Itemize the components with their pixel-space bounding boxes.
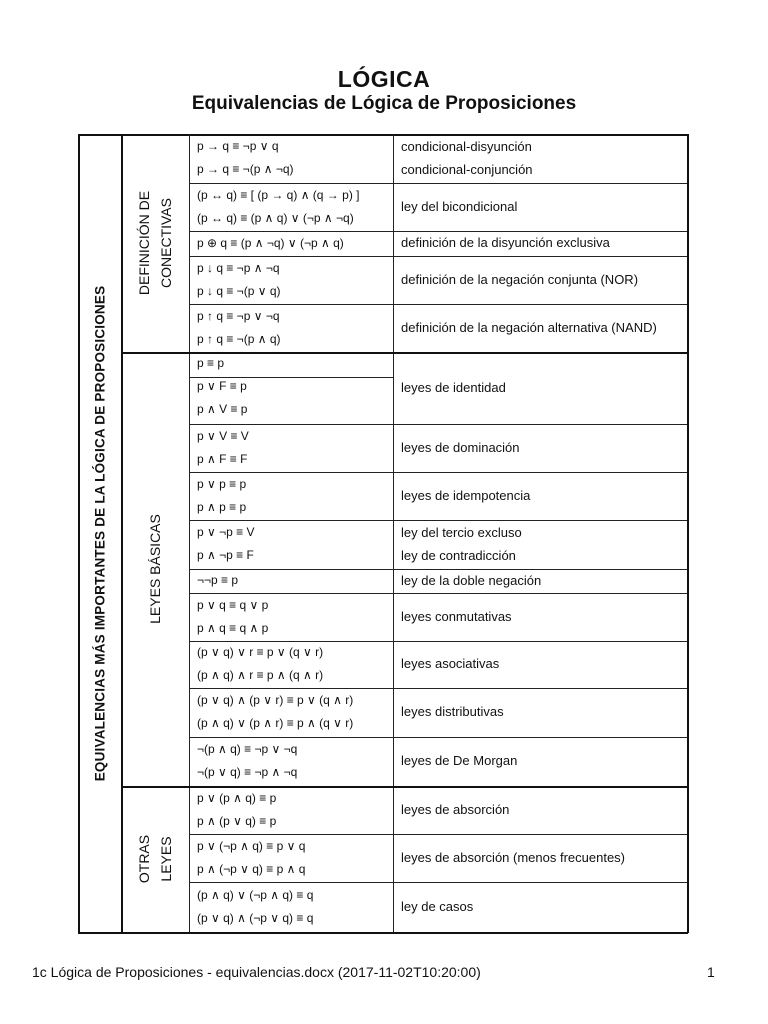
law-name: leyes de absorción <box>401 801 510 817</box>
formula: p → q ≡ ¬p ∨ q <box>197 139 279 153</box>
law-name: ley del bicondicional <box>401 198 518 214</box>
law-name: leyes conmutativas <box>401 608 512 624</box>
group-separator <box>121 786 687 788</box>
law-name: condicional-conjunción <box>401 161 533 177</box>
formula: (p ∧ q) ∨ (¬p ∧ q) ≡ q <box>197 887 314 902</box>
formula: (p ∨ q) ∨ r ≡ p ∨ (q ∨ r) <box>197 645 324 659</box>
law-name: leyes asociativas <box>401 656 500 671</box>
formula: p ∨ ¬p ≡ V <box>197 525 255 539</box>
sub-row-separator <box>189 377 393 378</box>
footer-page-number: 1 <box>707 964 715 980</box>
formula: p ⊕ q ≡ (p ∧ ¬q) ∨ (¬p ∧ q) <box>197 235 344 250</box>
law-name: leyes de idempotencia <box>401 487 531 503</box>
formula: (p ∧ q) ∧ r ≡ p ∧ (q ∧ r) <box>197 668 324 682</box>
formula: p ∧ ¬p ≡ F <box>197 548 254 562</box>
row-separator <box>189 231 687 232</box>
formula: p ∧ (¬p ∨ q) ≡ p ∧ q <box>197 861 306 876</box>
page-subtitle: Equivalencias de Lógica de Proposiciones <box>191 93 577 114</box>
group-label <box>121 786 189 932</box>
group-label <box>121 134 189 352</box>
table-border-right <box>687 134 689 933</box>
formula: (p ↔ q) ≡ (p ∧ q) ∨ (¬p ∧ ¬q) <box>197 210 354 225</box>
law-name: ley de casos <box>401 898 474 914</box>
law-name: leyes de De Morgan <box>401 753 518 768</box>
group-label <box>121 352 189 786</box>
law-name: leyes de dominación <box>401 439 520 455</box>
column-divider-formula <box>393 134 394 932</box>
formula: p ↓ q ≡ ¬(p ∨ q) <box>197 283 281 298</box>
row-separator <box>189 472 687 473</box>
formula: (p ∨ q) ∧ (¬p ∨ q) ≡ q <box>197 910 314 925</box>
law-name: definición de la negación alternativa (NAND) <box>401 319 657 335</box>
formula: p ∧ p ≡ p <box>197 499 247 514</box>
main-vertical-label <box>78 134 121 932</box>
formula: (p ∧ q) ∨ (p ∧ r) ≡ p ∧ (q ∨ r) <box>197 716 354 730</box>
group-label-line2: LEYES <box>157 836 174 882</box>
page-title: LÓGICA <box>337 66 431 92</box>
formula: p ↑ q ≡ ¬p ∨ ¬q <box>197 308 280 323</box>
formula: p → q ≡ ¬(p ∧ ¬q) <box>197 162 294 176</box>
group-label-line1: DEFINICIÓN DE <box>136 190 153 296</box>
law-name: definición de la disyunción exclusiva <box>401 235 610 250</box>
formula: p ∨ p ≡ p <box>197 476 247 491</box>
group-separator <box>121 352 687 354</box>
formula: p ∨ V ≡ V <box>197 428 249 443</box>
law-name: ley de la doble negación <box>401 572 542 588</box>
row-separator <box>189 304 687 305</box>
formula: p ↓ q ≡ ¬p ∧ ¬q <box>197 260 280 275</box>
row-separator <box>189 424 687 425</box>
formula: (p ↔ q) ≡ [ (p → q) ∧ (q → p) ] <box>197 187 360 202</box>
formula: ¬(p ∧ q) ≡ ¬p ∨ ¬q <box>197 742 298 756</box>
formula: p ≡ p <box>197 356 225 370</box>
row-separator <box>189 593 687 594</box>
formula: p ∨ (¬p ∧ q) ≡ p ∨ q <box>197 838 306 853</box>
row-separator <box>189 520 687 521</box>
formula: p ∧ V ≡ p <box>197 402 248 416</box>
row-separator <box>189 688 687 689</box>
law-name: ley de contradicción <box>401 547 516 563</box>
law-name: definición de la negación conjunta (NOR) <box>401 271 639 287</box>
law-name: leyes de absorción (menos frecuentes) <box>401 849 626 865</box>
law-name: leyes distributivas <box>401 704 504 719</box>
law-name: ley del tercio excluso <box>401 524 522 540</box>
row-separator <box>189 882 687 883</box>
row-separator <box>189 737 687 738</box>
law-name: leyes de identidad <box>401 379 506 395</box>
row-separator <box>189 834 687 835</box>
formula: p ∨ (p ∧ q) ≡ p <box>197 790 277 805</box>
group-label-line1: LEYES BÁSICAS <box>147 514 163 624</box>
formula: ¬(p ∨ q) ≡ ¬p ∧ ¬q <box>197 765 298 779</box>
table-border-bottom <box>78 932 688 934</box>
group-label-line2: CONECTIVAS <box>158 198 175 288</box>
formula: p ∧ q ≡ q ∧ p <box>197 620 269 635</box>
main-label-text: EQUIVALENCIAS MÁS IMPORTANTES DE LA LÓGICA DE PROPOSICIONES <box>92 285 107 781</box>
formula: p ∧ F ≡ F <box>197 451 248 466</box>
group-label-line1: OTRAS <box>135 834 152 884</box>
formula: ¬¬p ≡ p <box>197 573 239 587</box>
formula: p ∨ q ≡ q ∨ p <box>197 597 269 612</box>
formula: (p ∨ q) ∧ (p ∨ r) ≡ p ∨ (q ∧ r) <box>197 693 354 707</box>
footer-filename: 1c Lógica de Proposiciones - equivalencias.docx (2017-11-02T10:20:00) <box>32 964 481 980</box>
formula: p ∧ (p ∨ q) ≡ p <box>197 813 277 828</box>
row-separator <box>189 256 687 257</box>
row-separator <box>189 183 687 184</box>
row-separator <box>189 641 687 642</box>
row-separator <box>189 569 687 570</box>
formula: p ↑ q ≡ ¬(p ∧ q) <box>197 331 281 346</box>
law-name: condicional-disyunción <box>401 138 532 154</box>
column-divider-group <box>189 134 190 932</box>
formula: p ∨ F ≡ p <box>197 379 247 393</box>
